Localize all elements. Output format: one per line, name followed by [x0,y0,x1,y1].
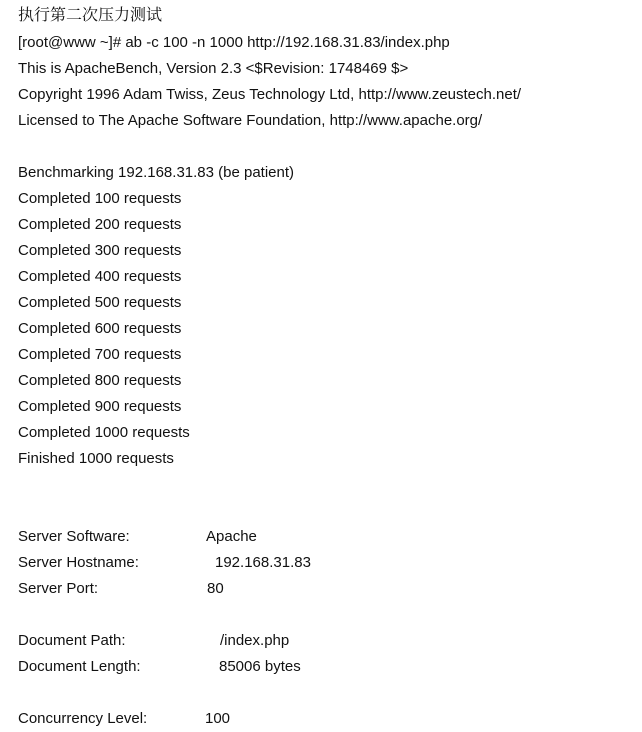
blank-line [18,134,628,160]
progress-line: Completed 400 requests [18,268,182,285]
document-length-label: Document Length: [18,658,141,675]
finished-line: Finished 1000 requests [18,450,174,467]
progress-line: Completed 800 requests [18,372,182,389]
progress-line: Completed 900 requests [18,398,182,415]
banner-version-line: This is ApacheBench, Version 2.3 <$Revision: 1748469 $> [18,60,409,77]
progress-line: Completed 100 requests [18,190,182,207]
document-path-value: /index.php [220,632,290,649]
document-path-row [18,628,628,654]
server-hostname-row [18,550,628,576]
document-length-value: 85006 bytes [219,658,301,675]
progress-line: Completed 300 requests [18,242,182,259]
page-heading: 执行第二次压力测试 [18,5,163,24]
server-hostname-value: 192.168.31.83 [215,554,311,571]
server-hostname-label: Server Hostname: [18,554,139,571]
blank-line [18,602,628,628]
server-port-row [18,576,628,602]
benchmarking-line: Benchmarking 192.168.31.83 (be patient) [18,164,295,181]
concurrency-level-label: Concurrency Level: [18,710,148,727]
command-line: [root@www ~]# ab -c 100 -n 1000 http://192.168.31.83/index.php [18,34,450,51]
server-software-row [18,524,628,550]
server-software-label: Server Software: [18,528,130,545]
document-path-label: Document Path: [18,632,126,649]
progress-line: Completed 700 requests [18,346,182,363]
banner-copyright-line: Copyright 1996 Adam Twiss, Zeus Technology Ltd, http://www.zeustech.net/ [18,86,522,103]
terminal-output-document [18,0,628,732]
blank-line [18,680,628,706]
server-software-value: Apache [206,528,257,545]
concurrency-level-value: 100 [205,710,231,727]
blank-lines [18,472,628,524]
progress-line: Completed 600 requests [18,320,182,337]
document-length-row [18,654,628,680]
concurrency-level-row [18,706,628,732]
server-port-label: Server Port: [18,580,99,597]
banner-license-line: Licensed to The Apache Software Foundation, http://www.apache.org/ [18,112,483,129]
progress-line: Completed 200 requests [18,216,182,233]
progress-line: Completed 1000 requests [18,424,190,441]
server-port-value: 80 [207,580,224,597]
progress-line: Completed 500 requests [18,294,182,311]
